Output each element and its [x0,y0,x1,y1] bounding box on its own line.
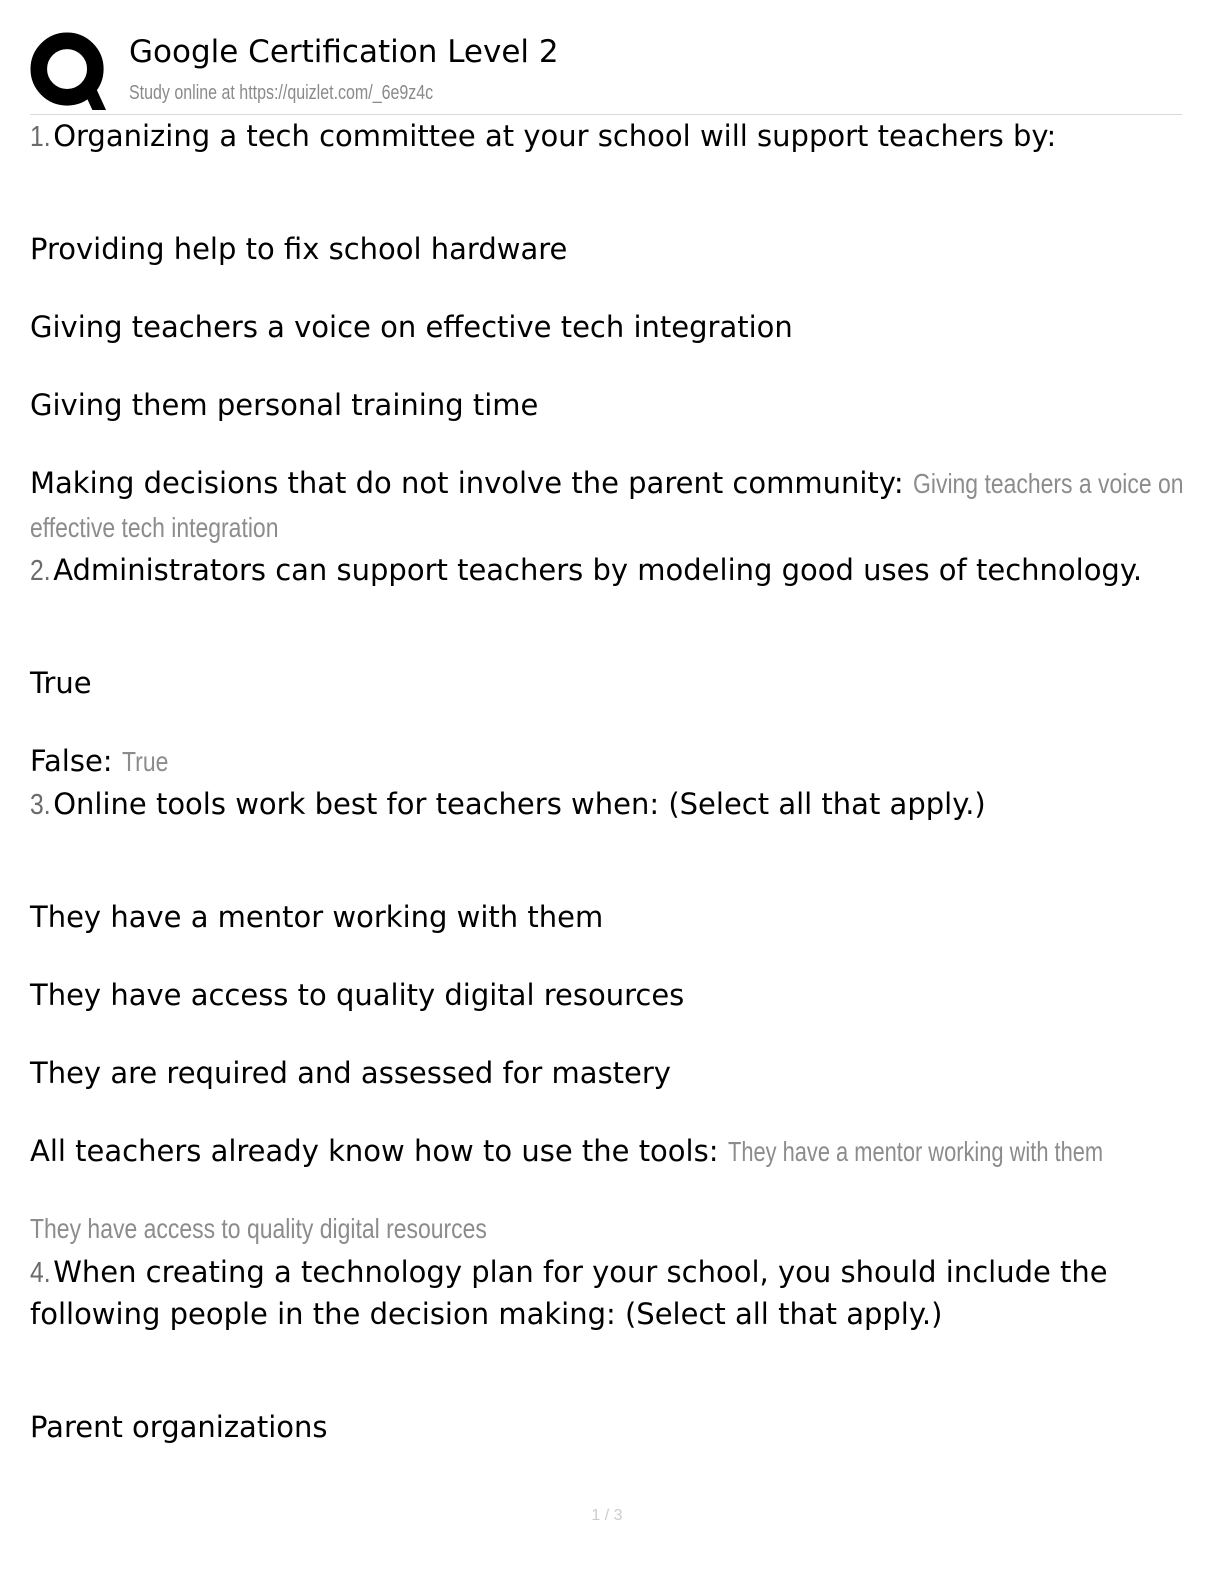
option-text: All teachers already know how to use the tools: [30,1134,719,1168]
question-text: Administrators can support teachers by modeling good uses of technology. [53,553,1143,587]
option-text: False: [30,744,113,778]
question-4 [30,1251,1108,1294]
question-number: 4. [30,1257,51,1289]
option-2-1: True [30,666,92,700]
question-3 [30,783,986,826]
question-4-continued: following people in the decision making: (Select all that apply.) [30,1297,943,1331]
question-2 [30,549,1142,592]
question-number: 2. [30,555,51,587]
answer-text: True [121,746,169,777]
option-1-4 [30,462,1224,505]
option-3-4 [30,1130,1209,1173]
answer-text-continued: effective tech integration [30,512,279,543]
option-3-1: They have a mentor working with them [30,900,604,934]
study-online-link[interactable]: Study online at https://quizlet.com/_6e9z4c [129,82,434,104]
question-text: Organizing a tech committee at your school will support teachers by: [53,119,1057,153]
option-1-3: Giving them personal training time [30,388,539,422]
quizlet-logo-icon [30,32,108,110]
question-1 [30,115,1056,158]
option-text: Making decisions that do not involve the parent community: [30,466,904,500]
option-4-1: Parent organizations [30,1410,328,1444]
question-text: When creating a technology plan for your school, you should include the [53,1255,1108,1289]
answer-text: Giving teachers a voice on [912,468,1184,499]
option-2-2 [30,740,178,783]
document-title: Google Certification Level 2 [129,34,559,70]
option-1-1: Providing help to fix school hardware [30,232,568,266]
question-number: 3. [30,789,51,821]
answer-text-continued: They have access to quality digital resources [30,1213,487,1244]
document-header [30,30,1182,115]
question-text: Online tools work best for teachers when: (Select all that apply.) [53,787,986,821]
page-number: 1 / 3 [591,1507,623,1524]
option-3-3: They are required and assessed for mastery [30,1056,671,1090]
question-number: 1. [30,121,51,153]
option-1-2: Giving teachers a voice on effective tech integration [30,310,793,344]
answer-text: They have a mentor working with them [727,1136,1103,1167]
option-3-2: They have access to quality digital resources [30,978,685,1012]
